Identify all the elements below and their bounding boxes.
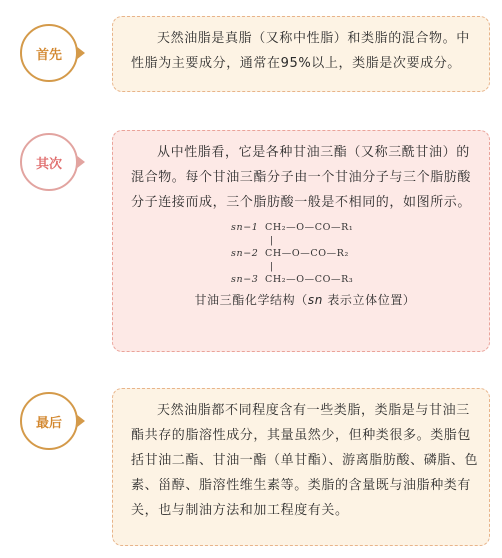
paragraph-last: 天然油脂都不同程度含有一些类脂，类脂是与甘油三酯共存的脂溶性成分，其量虽然少，但种类很多。类脂包括甘油二酯、甘油一酯（单甘酯）、游离脂肪酸、磷脂、色素、甾醇、脂溶性维生素等。类脂的含量既与油脂种类有关，也与制油方法和加工程度有关。 [131, 403, 479, 518]
content-box-last [112, 388, 490, 546]
content-box-first [112, 16, 490, 92]
formula-row-sn2: sn−2 CH—O—CO—R₂ [231, 248, 349, 259]
formula-row-sn1: sn−1 CH₂—O—CO—R₁ [231, 222, 354, 233]
badge-last-label: 最后 [35, 415, 62, 431]
formula-bond-1: | [270, 235, 274, 246]
badge-first [20, 24, 78, 82]
paragraph-first: 天然油脂是真脂（又称中性脂）和类脂的混合物。中性脂为主要成分，通常在95%以上，类脂是次要成分。 [131, 31, 470, 71]
badge-second-label: 其次 [35, 156, 62, 172]
badge-last [20, 392, 78, 450]
formula-caption: 甘油三酯化学结构（sn 表示立体位置） [194, 293, 416, 307]
content-box-second [112, 130, 490, 352]
formula-row-sn3: sn−3 CH₂—O—CO—R₃ [231, 274, 354, 285]
badge-first-label: 首先 [35, 47, 62, 63]
formula-bond-2: | [270, 261, 274, 272]
badge-second [20, 133, 78, 191]
paragraph-second: 从中性脂看，它是各种甘油三酯（又称三酰甘油）的混合物。每个甘油三酯分子由一个甘油分子与三个脂肪酸分子连接而成，三个脂肪酸一般是不相同的，如图所示。 [131, 145, 472, 210]
triglyceride-structure-formula [131, 221, 479, 286]
